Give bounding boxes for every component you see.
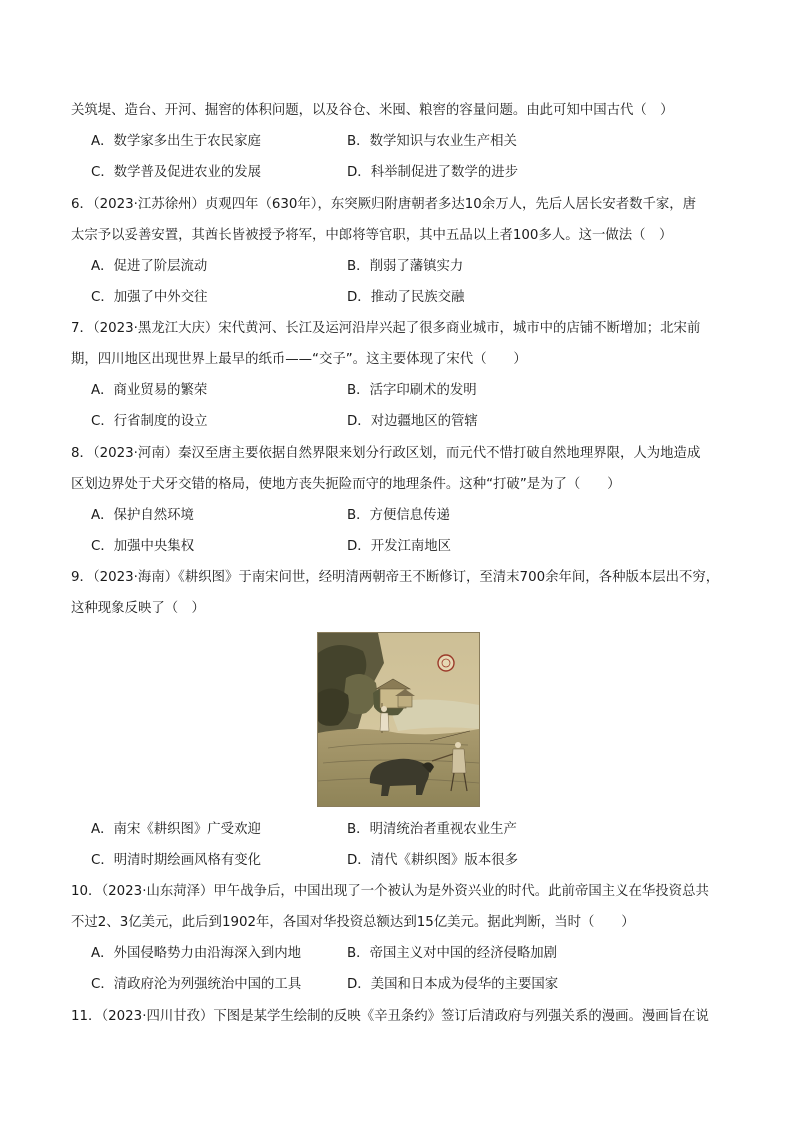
q8-option-a: A．保护自然环境 <box>91 508 194 523</box>
q9-option-a: A．南宋《耕织图》广受欢迎 <box>91 822 261 837</box>
q6-option-c: C．加强了中外交往 <box>91 290 208 305</box>
q9-option-c: C．明清时期绘画风格有变化 <box>91 853 262 868</box>
q8-stem-line2: 区划边界处于犬牙交错的格局，使地方丧失扼险而守的地理条件。这种“打破”是为了（ ） <box>71 477 621 492</box>
q7-option-b: B．活字印刷术的发明 <box>347 383 477 398</box>
q7-stem-line2: 期，四川地区出现世界上最早的纸币——“交子”。这主要体现了宋代（ ） <box>71 352 527 367</box>
q7-stem-line1: 7．（2023·黑龙江大庆）宋代黄河、长江及运河沿岸兴起了很多商业城市，城市中的店铺不断增加；北宋前 <box>71 321 701 336</box>
q10-option-d: D．美国和日本成为侵华的主要国家 <box>347 977 559 992</box>
q10-stem-line1: 10．（2023·山东菏泽）甲午战争后，中国出现了一个被认为是外资兴业的时代。此前帝国主义在华投资总共 <box>71 884 709 899</box>
q9-stem-line1: 9．（2023·海南）《耕织图》于南宋问世，经明清两朝帝王不断修订，至清末700余年间，各种版本层出不穷， <box>71 570 720 585</box>
q6-option-d: D．推动了民族交融 <box>347 290 465 305</box>
q5-option-c: C．数学普及促进农业的发展 <box>91 165 262 180</box>
q5-option-d: D．科举制促进了数学的进步 <box>347 165 518 180</box>
gengzhi-painting-figure <box>317 632 480 807</box>
q8-option-d: D．开发江南地区 <box>347 539 452 554</box>
q5-option-a: A．数学家多出生于农民家庭 <box>91 134 261 149</box>
q9-option-d: D．清代《耕织图》版本很多 <box>347 853 518 868</box>
q8-option-b: B．方便信息传递 <box>347 508 450 523</box>
q5-option-b: B．数学知识与农业生产相关 <box>347 134 517 149</box>
q10-option-b: B．帝国主义对中国的经济侵略加剧 <box>347 946 558 961</box>
q5-stem-continuation: 关筑堤、造台、开河、掘窖的体积问题，以及谷仓、米囤、粮窖的容量问题。由此可知中国古代（ ） <box>71 103 674 118</box>
q11-stem-line1: 11．（2023·四川甘孜）下图是某学生绘制的反映《辛丑条约》签订后清政府与列强关系的漫画。漫画旨在说 <box>71 1009 709 1024</box>
q6-option-a: A．促进了阶层流动 <box>91 259 208 274</box>
q10-option-c: C．清政府沦为列强统治中国的工具 <box>91 977 302 992</box>
q8-option-c: C．加强中央集权 <box>91 539 195 554</box>
q7-option-a: A．商业贸易的繁荣 <box>91 383 208 398</box>
q7-option-d: D．对边疆地区的管辖 <box>347 414 478 429</box>
q6-stem-line1: 6．（2023·江苏徐州）贞观四年（630年），东突厥归附唐朝者多达10余万人，先后人居长安者数千家，唐 <box>71 197 697 212</box>
q9-stem-line2: 这种现象反映了（ ） <box>71 601 205 616</box>
q8-stem-line1: 8．（2023·河南）秦汉至唐主要依据自然界限来划分行政区划，而元代不惜打破自然地理界限，人为地造成 <box>71 446 701 461</box>
q9-option-b: B．明清统治者重视农业生产 <box>347 822 517 837</box>
q10-stem-line2: 不过2、3亿美元，此后到1902年，各国对华投资总额达到15亿美元。据此判断，当时（ ） <box>71 915 635 930</box>
q10-option-a: A．外国侵略势力由沿海深入到内地 <box>91 946 302 961</box>
q7-option-c: C．行省制度的设立 <box>91 414 208 429</box>
q6-option-b: B．削弱了藩镇实力 <box>347 259 464 274</box>
q6-stem-line2: 太宗予以妥善安置，其酋长皆被授予将军，中郎将等官职，其中五品以上者100多人。这一做法（ ） <box>71 228 673 243</box>
